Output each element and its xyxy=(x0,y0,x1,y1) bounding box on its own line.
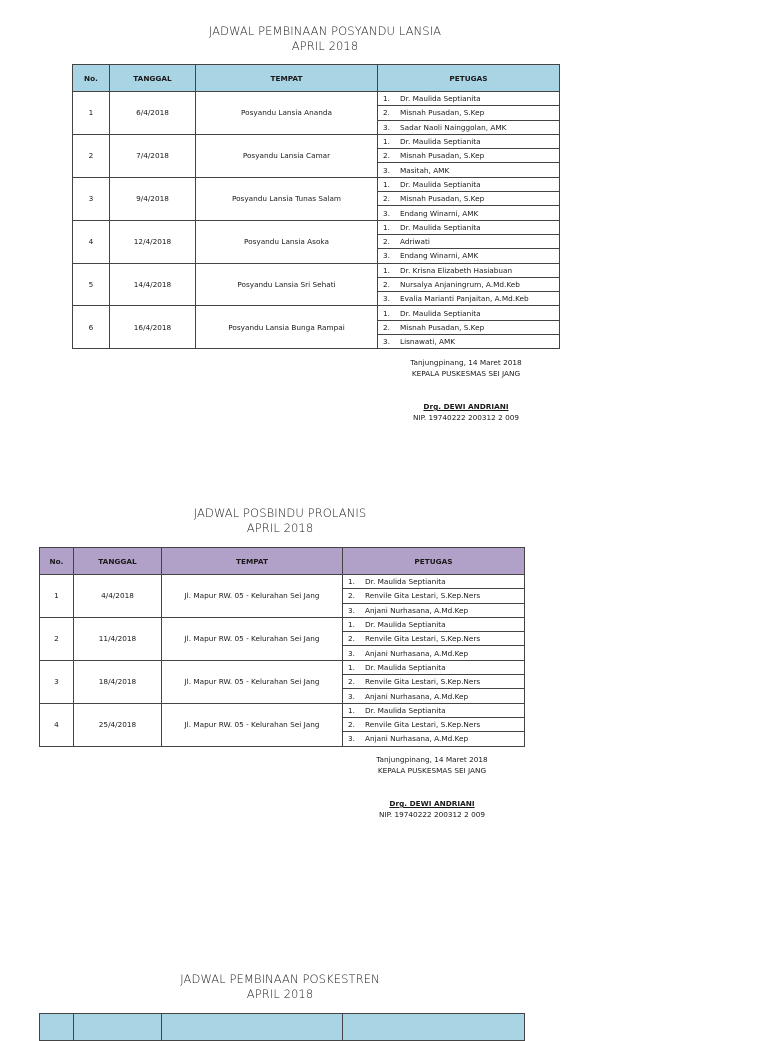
table-row xyxy=(73,220,560,234)
section-title-posbindu-prolanis xyxy=(140,506,420,536)
officer-name: Anjani Nurhasana, A.Md.Kep xyxy=(365,648,469,658)
officer-index: 1. xyxy=(348,620,355,630)
title-line-2: APRIL 2018 xyxy=(291,39,359,53)
officer-index: 3. xyxy=(348,734,355,744)
officer-index: 1. xyxy=(348,577,355,587)
table-header-row xyxy=(73,65,560,92)
officer-index: 3. xyxy=(383,122,390,132)
row-number-cell: 3 xyxy=(73,177,110,220)
officer-index: 2. xyxy=(383,237,390,247)
officer-index: 1. xyxy=(383,222,390,232)
column-header-no: No. xyxy=(73,65,110,92)
officer-name: Sadar Naoli Nainggolan, AMK xyxy=(400,122,507,132)
row-number-cell: 3 xyxy=(40,660,74,703)
title-line-1: JADWAL PEMBINAAN POSKESTREN xyxy=(180,972,380,986)
title-line-1: JADWAL POSBINDU PROLANIS xyxy=(193,506,367,520)
schedule-table-posbindu-prolanis xyxy=(39,547,525,747)
table-body xyxy=(73,92,560,349)
officer-cell xyxy=(378,134,560,148)
officer-cell xyxy=(343,660,525,674)
place-cell: Jl. Mapur RW. 05 - Kelurahan Sei Jang xyxy=(162,617,343,660)
signature-nip: NIP. 19740222 200312 2 009 xyxy=(412,413,520,422)
title-line-2: APRIL 2018 xyxy=(246,987,314,1001)
officer-index: 2. xyxy=(348,591,355,601)
officer-index: 2. xyxy=(383,151,390,161)
officer-index: 3. xyxy=(383,208,390,218)
signature-place-date: Tanjungpinang, 14 Maret 2018 xyxy=(410,358,522,367)
column-header-tanggal: TANGGAL xyxy=(110,65,196,92)
officer-name: Renvile Gita Lestari, S.Kep.Ners xyxy=(365,591,481,601)
officer-cell xyxy=(378,249,560,263)
officer-name: Renvile Gita Lestari, S.Kep.Ners xyxy=(365,720,481,730)
row-number-cell: 5 xyxy=(73,263,110,306)
officer-name: Dr. Maulida Septianita xyxy=(400,137,481,147)
table-row xyxy=(73,306,560,320)
table-body xyxy=(40,575,525,747)
officer-name: Lisnawati, AMK xyxy=(400,337,456,347)
officer-name: Dr. Maulida Septianita xyxy=(400,179,481,189)
officer-name: Dr. Maulida Septianita xyxy=(400,308,481,318)
title-line-1: JADWAL PEMBINAAN POSYANDU LANSIA xyxy=(208,24,442,38)
officer-index: 3. xyxy=(383,294,390,304)
officer-name: Anjani Nurhasana, A.Md.Kep xyxy=(365,605,469,615)
officer-index: 2. xyxy=(348,720,355,730)
schedule-table-posyandu-lansia xyxy=(72,64,560,349)
officer-name: Anjani Nurhasana, A.Md.Kep xyxy=(365,734,469,744)
place-cell: Jl. Mapur RW. 05 - Kelurahan Sei Jang xyxy=(162,575,343,618)
officer-index: 1. xyxy=(383,94,390,104)
signature-name: Drg. DEWI ANDRIANI xyxy=(389,799,475,808)
officer-index: 2. xyxy=(383,194,390,204)
officer-cell xyxy=(378,177,560,191)
officer-index: 1. xyxy=(383,265,390,275)
officer-index: 3. xyxy=(383,165,390,175)
date-cell: 14/4/2018 xyxy=(110,263,196,306)
place-cell: Jl. Mapur RW. 05 - Kelurahan Sei Jang xyxy=(162,703,343,746)
officer-index: 2. xyxy=(383,280,390,289)
table-row xyxy=(40,703,525,717)
date-cell: 18/4/2018 xyxy=(74,660,162,703)
officer-index: 2. xyxy=(383,108,390,118)
officer-name: Dr. Maulida Septianita xyxy=(400,222,481,232)
officer-name: Endang Winarni, AMK xyxy=(400,208,479,218)
officer-cell xyxy=(343,689,525,703)
column-header-tanggal xyxy=(74,1014,162,1041)
officer-name: Dr. Maulida Septianita xyxy=(365,662,446,672)
column-header-tanggal: TANGGAL xyxy=(74,548,162,575)
officer-cell xyxy=(378,234,560,248)
officer-cell xyxy=(378,306,560,320)
section-title-poskestren xyxy=(140,972,420,1002)
date-cell: 9/4/2018 xyxy=(110,177,196,220)
officer-cell xyxy=(343,589,525,603)
officer-name: Misnah Pusadan, S.Kep xyxy=(400,151,485,161)
row-number-cell: 2 xyxy=(73,134,110,177)
column-header-no xyxy=(40,1014,74,1041)
officer-cell xyxy=(343,703,525,717)
officer-name: Nursalya Anjaningrum, A.Md.Keb xyxy=(400,280,520,289)
date-cell: 7/4/2018 xyxy=(110,134,196,177)
officer-index: 3. xyxy=(383,251,390,261)
column-header-petugas xyxy=(343,1014,525,1041)
officer-index: 1. xyxy=(348,705,355,715)
column-header-tempat: TEMPAT xyxy=(162,548,343,575)
officer-cell xyxy=(343,732,525,746)
officer-cell xyxy=(378,192,560,206)
officer-name: Evalia Marianti Panjaitan, A.Md.Keb xyxy=(400,294,529,304)
date-cell: 25/4/2018 xyxy=(74,703,162,746)
officer-name: Dr. Maulida Septianita xyxy=(400,94,481,104)
officer-name: Misnah Pusadan, S.Kep xyxy=(400,108,485,118)
officer-name: Dr. Maulida Septianita xyxy=(365,620,446,630)
signature-nip: NIP. 19740222 200312 2 009 xyxy=(378,810,486,819)
officer-cell xyxy=(378,120,560,134)
table-row xyxy=(73,177,560,191)
place-cell: Posyandu Lansia Asoka xyxy=(196,220,378,263)
place-cell: Posyandu Lansia Tunas Salam xyxy=(196,177,378,220)
officer-cell xyxy=(378,206,560,220)
officer-cell xyxy=(378,277,560,291)
date-cell: 6/4/2018 xyxy=(110,92,196,135)
officer-name: Endang Winarni, AMK xyxy=(400,251,479,261)
place-cell: Posyandu Lansia Bunga Rampai xyxy=(196,306,378,349)
place-cell: Posyandu Lansia Camar xyxy=(196,134,378,177)
officer-cell xyxy=(378,320,560,334)
place-cell: Jl. Mapur RW. 05 - Kelurahan Sei Jang xyxy=(162,660,343,703)
officer-cell xyxy=(378,106,560,120)
officer-index: 3. xyxy=(383,337,390,347)
officer-name: Dr. Maulida Septianita xyxy=(365,705,446,715)
officer-cell xyxy=(378,263,560,277)
row-number-cell: 1 xyxy=(73,92,110,135)
table-row xyxy=(40,617,525,631)
row-number-cell: 4 xyxy=(40,703,74,746)
officer-index: 1. xyxy=(383,179,390,189)
table-row xyxy=(40,575,525,589)
column-header-petugas: PETUGAS xyxy=(343,548,525,575)
officer-cell xyxy=(378,335,560,349)
row-number-cell: 4 xyxy=(73,220,110,263)
officer-name: Renvile Gita Lestari, S.Kep.Ners xyxy=(365,677,481,687)
officer-cell xyxy=(378,149,560,163)
table-row xyxy=(73,92,560,106)
officer-index: 2. xyxy=(383,322,390,332)
table-row xyxy=(73,134,560,148)
date-cell: 16/4/2018 xyxy=(110,306,196,349)
table-row xyxy=(73,263,560,277)
column-header-tempat: TEMPAT xyxy=(196,65,378,92)
officer-cell xyxy=(378,92,560,106)
officer-cell xyxy=(343,603,525,617)
officer-name: Anjani Nurhasana, A.Md.Kep xyxy=(365,691,469,701)
place-cell: Posyandu Lansia Ananda xyxy=(196,92,378,135)
officer-cell xyxy=(343,717,525,731)
officer-cell xyxy=(378,220,560,234)
column-header-tempat xyxy=(162,1014,343,1041)
officer-index: 1. xyxy=(383,308,390,318)
officer-cell xyxy=(343,617,525,631)
signature-name: Drg. DEWI ANDRIANI xyxy=(423,402,509,411)
row-number-cell: 6 xyxy=(73,306,110,349)
officer-index: 3. xyxy=(348,648,355,658)
officer-index: 1. xyxy=(348,662,355,672)
section-title-posyandu-lansia xyxy=(165,24,485,54)
officer-cell xyxy=(343,575,525,589)
officer-name: Dr. Maulida Septianita xyxy=(365,577,446,587)
row-number-cell: 1 xyxy=(40,575,74,618)
date-cell: 11/4/2018 xyxy=(74,617,162,660)
officer-name: Masitah, AMK xyxy=(400,165,450,175)
officer-index: 1. xyxy=(383,137,390,147)
officer-name: Misnah Pusadan, S.Kep xyxy=(400,194,485,204)
signature-position: KEPALA PUSKESMAS SEI JANG xyxy=(411,369,521,378)
column-header-petugas: PETUGAS xyxy=(378,65,560,92)
column-header-no: No. xyxy=(40,548,74,575)
officer-cell xyxy=(378,292,560,306)
officer-index: 3. xyxy=(348,691,355,701)
table-row xyxy=(40,660,525,674)
row-number-cell: 2 xyxy=(40,617,74,660)
date-cell: 12/4/2018 xyxy=(110,220,196,263)
signature-place-date: Tanjungpinang, 14 Maret 2018 xyxy=(376,755,488,764)
signature-block xyxy=(386,357,546,423)
signature-position: KEPALA PUSKESMAS SEI JANG xyxy=(377,766,487,775)
officer-index: 3. xyxy=(348,605,355,615)
title-line-2: APRIL 2018 xyxy=(246,521,314,535)
officer-cell xyxy=(343,632,525,646)
officer-cell xyxy=(378,163,560,177)
officer-name: Adriwati xyxy=(400,237,430,247)
officer-name: Dr. Krisna Elizabeth Hasiabuan xyxy=(400,265,513,275)
table-header-row xyxy=(40,1014,525,1041)
officer-name: Misnah Pusadan, S.Kep xyxy=(400,322,485,332)
signature-block xyxy=(352,754,512,820)
officer-index: 2. xyxy=(348,677,355,687)
officer-name: Renvile Gita Lestari, S.Kep.Ners xyxy=(365,634,481,644)
place-cell: Posyandu Lansia Sri Sehati xyxy=(196,263,378,306)
date-cell: 4/4/2018 xyxy=(74,575,162,618)
officer-cell xyxy=(343,675,525,689)
table-header-row xyxy=(40,548,525,575)
officer-index: 2. xyxy=(348,634,355,644)
officer-cell xyxy=(343,646,525,660)
schedule-table-poskestren xyxy=(39,1013,525,1041)
